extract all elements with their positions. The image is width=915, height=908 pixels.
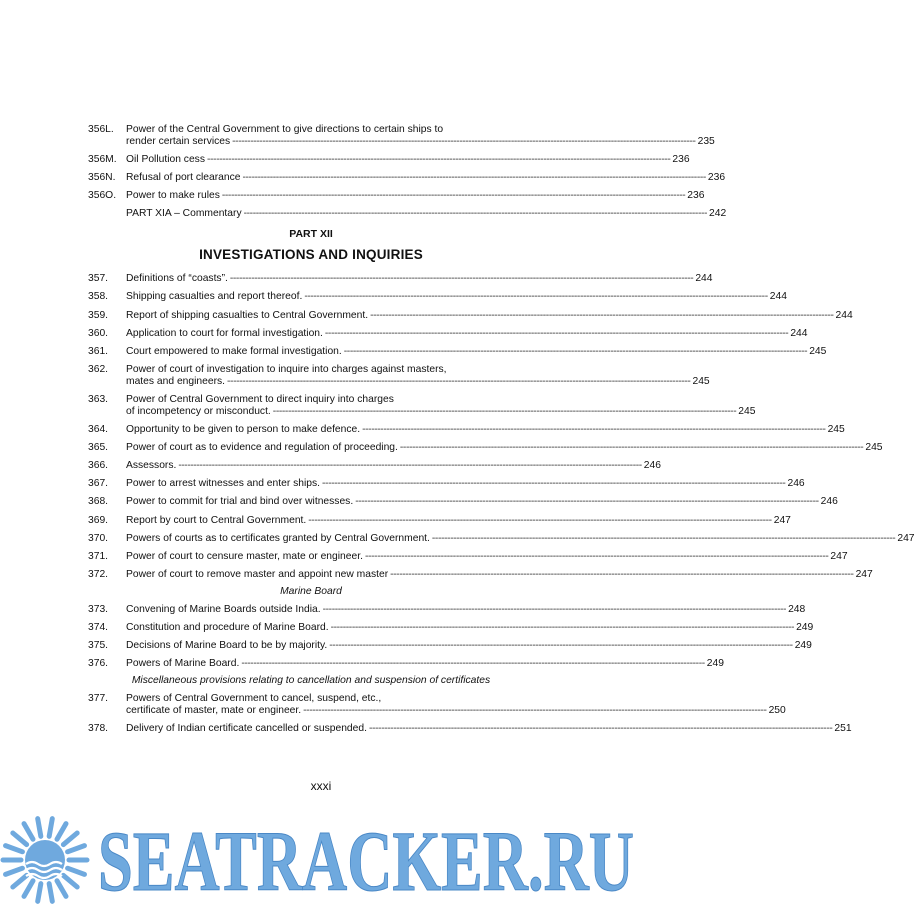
entry-title: Refusal of port clearance [126,172,241,184]
toc-entry [88,568,873,581]
entry-body [126,532,915,545]
entry-title: Powers of Marine Board. [126,658,240,670]
page-ref: 242 [709,208,727,220]
toc-entry [88,124,715,148]
toc-entry [88,273,713,285]
entry-title-line: Power of court of investigation to inquire into charges against masters, [126,363,447,375]
entry-body [126,621,814,634]
entry-title: Report of shipping casualties to Central Government. [126,309,369,321]
page-ref: 247 [773,514,791,526]
page-ref: 247 [897,532,915,544]
section-number: 359. [88,309,109,321]
page-ref: 245 [827,424,845,436]
entry-title: Report by court to Central Government. [126,514,307,526]
page-ref: 251 [834,723,852,735]
leader-dashes [355,496,818,508]
entry-title: render certain services [126,136,231,147]
sun-ray [24,824,33,840]
toc-entry [88,658,724,670]
section-number: 364. [88,424,109,436]
entry-body [126,640,812,652]
page-ref: 236 [687,190,705,202]
entry-body [126,124,715,148]
entry-title: Definitions of “coasts”. [126,273,228,285]
entry-title: Court empowered to make formal investigation. [126,345,342,357]
page-ref: 244 [769,291,787,303]
page-ref: 247 [855,568,873,580]
leader-dashes [230,273,693,285]
page-ref: 248 [788,603,806,615]
sun-ray [6,868,23,874]
toc-group-investigations [88,273,915,580]
leader-dashes [232,136,695,148]
entry-body [126,291,787,303]
toc-entry [88,327,808,340]
section-number: 362. [88,363,109,375]
page-ref: 247 [830,550,848,562]
leader-dashes [178,460,641,472]
section-number: 366. [88,460,109,472]
toc-entry [88,621,814,634]
sun-ray [38,884,41,902]
entry-title: Oil Pollution cess [126,154,205,166]
toc-group-part-xia [88,124,727,220]
section-number: 373. [88,603,109,615]
entry-body [126,327,808,340]
entry-body [126,393,756,418]
entry-title: Power to make rules [126,190,220,202]
sun-ray [63,875,77,887]
section-number: 363. [88,393,109,405]
entry-body [126,172,726,184]
sun-ray [38,819,41,837]
page-ref: 235 [697,136,715,147]
entry-title-line: Power of Central Government to direct inquiry into charges [126,393,394,405]
page-ref: 245 [692,375,710,387]
sun-ray [49,884,52,902]
leader-dashes [329,640,792,652]
toc-entry [88,603,806,616]
entry-title: Convening of Marine Boards outside India. [126,603,321,615]
entry-title: Application to court for formal investigation. [126,327,323,339]
section-number: 367. [88,478,109,490]
toc-entry [88,291,787,303]
section-number: 375. [88,640,109,652]
page-ref: 246 [787,478,805,490]
entry-title: PART XIA – Commentary [126,208,242,220]
entry-body [126,460,661,472]
toc-entry [88,442,883,454]
toc-entry [88,478,805,490]
entry-body [126,154,690,166]
section-number: 357. [88,273,109,285]
toc-entry [88,363,710,388]
entry-title-line: Powers of Central Government to cancel, suspend, etc., [126,693,382,705]
page-ref: 245 [809,345,827,357]
toc-entry [88,532,915,545]
leader-dashes [323,604,786,616]
page-ref: 250 [768,705,786,717]
entry-title: Shipping casualties and report thereof. [126,291,303,303]
section-number: 369. [88,514,109,526]
section-number: 372. [88,568,109,580]
section-number: 376. [88,658,109,670]
section-number: 356M. [88,154,117,166]
leader-dashes [390,569,853,581]
entry-title: Opportunity to be given to person to make defence. [126,424,361,436]
toc-group-miscellaneous [88,693,852,735]
entry-title-line: Power of the Central Government to give directions to certain ships to [126,124,444,135]
leader-dashes [344,346,807,358]
page-ref: 246 [643,460,661,472]
entry-title: certificate of master, mate or engineer. [126,705,302,717]
entry-body [126,693,786,717]
sun-ray [49,819,52,837]
entry-body [126,442,883,454]
table-of-contents [88,124,915,741]
leader-dashes [304,291,767,303]
toc-entry [88,514,791,527]
toc-entry [88,208,727,220]
section-number: 371. [88,550,109,562]
entry-title: mates and engineers. [126,375,226,387]
sun-ray [57,881,66,897]
part-title: INVESTIGATIONS AND INQUIRIES [199,247,423,263]
entry-body [126,208,727,220]
sun-ray [6,846,23,852]
sun-ray [24,881,33,897]
toc-entry [88,154,690,166]
section-number: 377. [88,693,109,705]
page-ref: 249 [706,658,724,670]
section-number: 374. [88,621,109,633]
entry-body [126,496,838,508]
leader-dashes [370,310,833,322]
section-number: 368. [88,496,109,508]
toc-group-marine-board [88,603,814,670]
entry-body [126,603,806,616]
entry-title: of incompetency or misconduct. [126,405,271,417]
section-number: 360. [88,327,109,339]
page-ref: 245 [738,405,756,417]
section-number: 356O. [88,190,117,202]
leader-dashes [227,376,690,388]
leader-dashes [322,478,785,490]
leader-dashes [207,154,670,166]
entry-title: Power of court to remove master and appoint new master [126,568,389,580]
leader-dashes [222,190,685,202]
sun-ray [68,846,85,852]
subheading-marine-board: Marine Board [280,585,342,597]
leader-dashes [244,208,707,220]
page-ref: 246 [820,496,838,508]
leader-dashes [273,406,736,418]
leader-dashes [308,515,771,527]
leader-dashes [242,172,705,184]
seatracker-watermark [0,808,642,908]
entry-title: Power of court to censure master, mate or engineer. [126,550,363,562]
entry-body [126,514,791,527]
sun-ray [13,875,27,887]
leader-dashes [369,723,832,735]
entry-body [126,568,873,581]
sun-ray [68,868,85,874]
sun-logo-icon [3,819,87,902]
entry-title: Decisions of Marine Board to be by majority. [126,640,328,652]
page-ref: 245 [865,442,883,454]
toc-entry [88,309,853,322]
section-number: 356N. [88,172,116,184]
page-ref: 236 [707,172,726,184]
page-ref: 244 [695,273,713,285]
page-ref: 249 [796,621,814,633]
page-ref: 244 [790,327,808,339]
section-number [88,208,126,220]
watermark-text: SEATRACKER.RU [98,813,634,908]
leader-dashes [325,328,788,340]
entry-body [126,478,805,490]
entry-title: Delivery of Indian certificate cancelled or suspended. [126,723,367,735]
toc-entry [88,693,786,717]
toc-entry [88,172,726,184]
leader-dashes [362,424,825,436]
entry-body [126,424,845,436]
toc-entry [88,460,661,472]
sun-ray [57,824,66,840]
leader-dashes [400,442,863,454]
section-number: 361. [88,345,109,357]
entry-body [126,723,852,735]
entry-body [126,190,705,202]
page-ref: 249 [794,640,812,652]
sun-ray [13,833,27,845]
entry-title: Assessors. [126,460,177,472]
entry-body [126,309,853,322]
leader-dashes [365,551,828,563]
toc-entry [88,190,705,202]
page-ref: 236 [672,154,690,166]
section-number: 378. [88,723,109,735]
entry-body [126,273,713,285]
leader-dashes [432,533,895,545]
entry-body [126,345,827,358]
toc-entry [88,345,827,358]
toc-entry [88,496,838,508]
entry-title: Constitution and procedure of Marine Board. [126,621,329,633]
leader-dashes [303,705,766,717]
page-number: xxxi [310,779,332,793]
subheading-miscellaneous: Miscellaneous provisions relating to cancellation and suspension of certificates [131,675,491,687]
leader-dashes [331,622,794,634]
section-number: 370. [88,532,109,544]
entry-body [126,550,848,563]
toc-entry [88,424,845,436]
entry-body [126,363,710,388]
entry-title: Power to commit for trial and bind over witnesses. [126,496,354,508]
toc-entry [88,723,852,735]
part-heading: PART XII [289,228,333,241]
leader-dashes [241,658,704,670]
entry-body [126,658,724,670]
toc-entry [88,550,848,563]
section-number: 356L. [88,124,114,135]
entry-title: Powers of courts as to certificates granted by Central Government. [126,532,430,544]
toc-entry [88,640,812,652]
sun-ray [63,833,77,845]
section-number: 365. [88,442,109,454]
entry-title: Power to arrest witnesses and enter ships. [126,478,321,490]
section-number: 358. [88,291,109,303]
entry-title: Power of court as to evidence and regulation of proceeding. [126,442,398,454]
toc-entry [88,393,756,418]
page-ref: 244 [835,309,853,321]
